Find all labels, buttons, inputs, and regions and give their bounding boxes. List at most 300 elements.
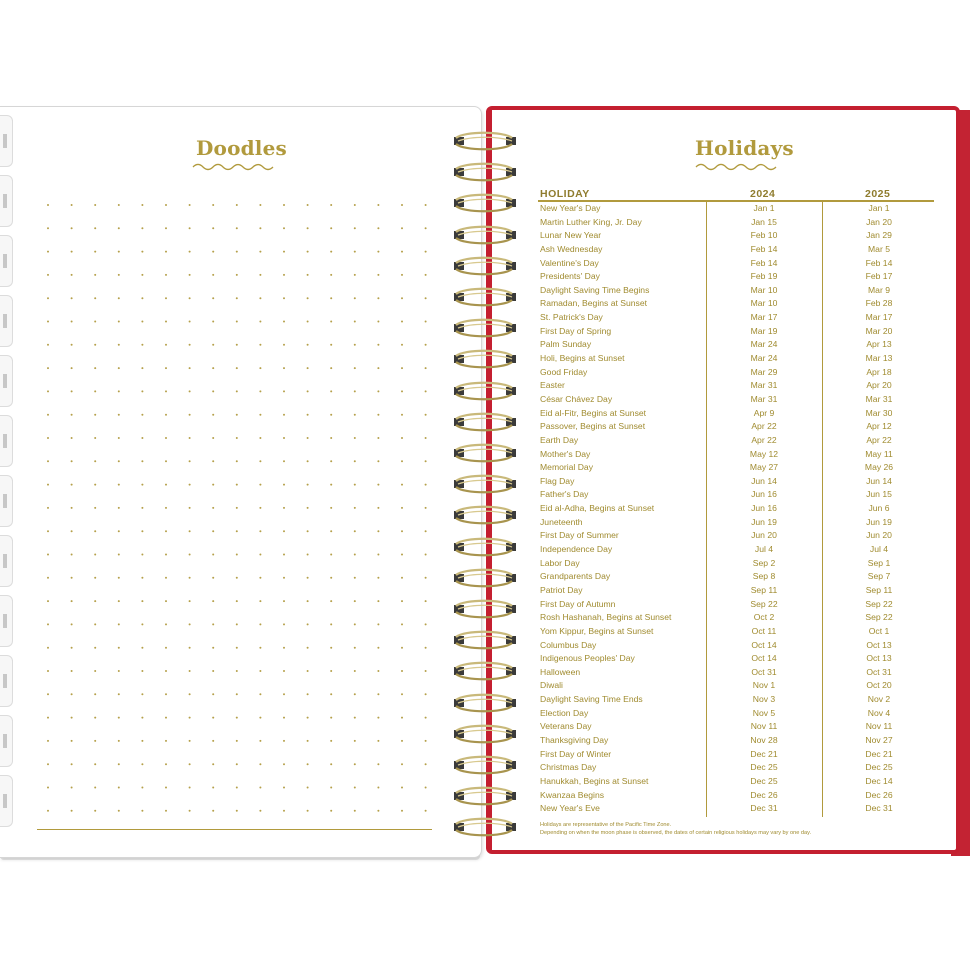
grid-dot bbox=[236, 530, 238, 532]
holiday-name: Kwanzaa Begins bbox=[540, 789, 605, 800]
grid-dot bbox=[47, 227, 49, 229]
grid-dot bbox=[377, 787, 379, 789]
grid-dot bbox=[259, 251, 261, 253]
grid-dot bbox=[401, 623, 403, 625]
grid-dot bbox=[94, 297, 96, 299]
month-tab[interactable] bbox=[0, 355, 13, 407]
month-tab-marker bbox=[3, 494, 7, 508]
grid-dot bbox=[47, 321, 49, 323]
holiday-name: Columbus Day bbox=[540, 639, 597, 650]
grid-dot bbox=[236, 693, 238, 695]
holiday-name: Indigenous Peoples' Day bbox=[540, 653, 635, 664]
grid-dot bbox=[307, 274, 309, 276]
holiday-row bbox=[540, 679, 934, 693]
holiday-date-2024: Sep 8 bbox=[752, 571, 776, 582]
grid-dot bbox=[189, 251, 191, 253]
grid-dot bbox=[212, 810, 214, 812]
grid-dot bbox=[189, 321, 191, 323]
grid-dot bbox=[165, 647, 167, 649]
month-tab[interactable] bbox=[0, 115, 13, 167]
grid-dot bbox=[71, 577, 73, 579]
grid-dot bbox=[118, 647, 120, 649]
grid-dot bbox=[165, 787, 167, 789]
holiday-date-2025: Sep 11 bbox=[865, 584, 893, 595]
grid-dot bbox=[141, 484, 143, 486]
grid-dot bbox=[236, 740, 238, 742]
grid-dot bbox=[236, 321, 238, 323]
grid-dot bbox=[259, 717, 261, 719]
grid-dot bbox=[212, 390, 214, 392]
grid-dot bbox=[212, 787, 214, 789]
grid-dot bbox=[283, 390, 285, 392]
grid-dot bbox=[71, 670, 73, 672]
holiday-date-2024: Jun 16 bbox=[751, 503, 777, 514]
holiday-row bbox=[540, 557, 934, 571]
grid-dot bbox=[354, 717, 356, 719]
holiday-date-2025: Mar 9 bbox=[868, 284, 890, 295]
month-tab[interactable] bbox=[0, 475, 13, 527]
spiral-coil bbox=[452, 567, 518, 589]
grid-dot bbox=[354, 251, 356, 253]
holiday-date-2025: Apr 13 bbox=[866, 339, 892, 350]
grid-dot bbox=[425, 554, 427, 556]
grid-dot bbox=[236, 344, 238, 346]
grid-dot bbox=[118, 204, 120, 206]
holiday-date-2024: Mar 10 bbox=[750, 284, 778, 295]
holiday-name: Ash Wednesday bbox=[540, 243, 603, 254]
holiday-date-2025: May 11 bbox=[865, 448, 893, 459]
grid-dot bbox=[236, 204, 238, 206]
grid-dot bbox=[212, 577, 214, 579]
grid-dot bbox=[377, 647, 379, 649]
grid-dot bbox=[354, 484, 356, 486]
grid-dot bbox=[71, 693, 73, 695]
holiday-date-2024: Jan 1 bbox=[753, 203, 775, 213]
holiday-row bbox=[540, 666, 934, 680]
month-tab-marker bbox=[3, 434, 7, 448]
grid-dot bbox=[354, 810, 356, 812]
holiday-row bbox=[540, 516, 934, 530]
grid-dot bbox=[307, 390, 309, 392]
grid-dot bbox=[118, 414, 120, 416]
grid-dot bbox=[330, 647, 332, 649]
holiday-date-2024: Mar 24 bbox=[750, 339, 778, 350]
holiday-name: First Day of Summer bbox=[540, 530, 619, 541]
holiday-row bbox=[540, 543, 934, 557]
grid-dot bbox=[189, 740, 191, 742]
spiral-coil bbox=[452, 130, 518, 152]
holiday-date-2024: Feb 14 bbox=[750, 257, 778, 268]
grid-dot bbox=[47, 367, 49, 369]
month-tab-marker bbox=[3, 614, 7, 628]
grid-dot bbox=[377, 554, 379, 556]
grid-dot bbox=[330, 530, 332, 532]
grid-dot bbox=[236, 763, 238, 765]
holiday-date-2024: Jul 4 bbox=[754, 544, 774, 555]
grid-dot bbox=[189, 437, 191, 439]
grid-dot bbox=[307, 787, 309, 789]
grid-dot bbox=[212, 460, 214, 462]
grid-dot bbox=[377, 530, 379, 532]
grid-dot bbox=[47, 740, 49, 742]
holiday-date-2025: Mar 20 bbox=[865, 325, 893, 336]
grid-dot bbox=[165, 600, 167, 602]
grid-dot bbox=[94, 717, 96, 719]
holiday-row bbox=[540, 243, 934, 257]
grid-dot bbox=[283, 414, 285, 416]
holiday-row bbox=[540, 352, 934, 366]
grid-dot bbox=[165, 693, 167, 695]
grid-dot bbox=[283, 251, 285, 253]
grid-dot bbox=[307, 717, 309, 719]
grid-dot bbox=[425, 740, 427, 742]
grid-dot bbox=[307, 227, 309, 229]
grid-dot bbox=[425, 763, 427, 765]
grid-dot bbox=[189, 693, 191, 695]
grid-dot bbox=[377, 297, 379, 299]
grid-dot bbox=[425, 251, 427, 253]
grid-dot bbox=[141, 414, 143, 416]
grid-dot bbox=[118, 367, 120, 369]
holiday-date-2025: Mar 31 bbox=[865, 393, 893, 404]
grid-dot bbox=[47, 204, 49, 206]
month-tab[interactable] bbox=[0, 595, 13, 647]
grid-dot bbox=[283, 577, 285, 579]
grid-dot bbox=[259, 600, 261, 602]
grid-dot bbox=[94, 647, 96, 649]
grid-dot bbox=[259, 484, 261, 486]
grid-dot bbox=[71, 297, 73, 299]
holiday-date-2025: Jun 6 bbox=[868, 503, 890, 514]
grid-dot bbox=[94, 554, 96, 556]
grid-dot bbox=[236, 577, 238, 579]
grid-dot bbox=[425, 344, 427, 346]
grid-dot bbox=[401, 437, 403, 439]
spiral-coil bbox=[452, 754, 518, 776]
month-tab[interactable] bbox=[0, 655, 13, 707]
grid-dot bbox=[165, 297, 167, 299]
grid-dot bbox=[377, 227, 379, 229]
grid-dot bbox=[259, 763, 261, 765]
grid-dot bbox=[425, 530, 427, 532]
grid-dot bbox=[307, 530, 309, 532]
holiday-date-2024: Feb 10 bbox=[750, 230, 778, 241]
grid-dot bbox=[401, 693, 403, 695]
holiday-date-2025: Jan 20 bbox=[866, 216, 892, 227]
grid-dot bbox=[283, 530, 285, 532]
grid-dot bbox=[307, 484, 309, 486]
grid-dot bbox=[259, 693, 261, 695]
holiday-date-2024: Apr 9 bbox=[753, 407, 775, 418]
holiday-date-2025: Jan 1 bbox=[868, 203, 890, 213]
holiday-date-2025: Feb 17 bbox=[865, 271, 893, 282]
grid-dot bbox=[330, 670, 332, 672]
holiday-date-2025: Mar 17 bbox=[865, 312, 893, 323]
grid-dot bbox=[354, 414, 356, 416]
spiral-coil bbox=[452, 192, 518, 214]
grid-dot bbox=[354, 297, 356, 299]
holiday-name: Grandparents Day bbox=[540, 571, 611, 582]
holiday-name: Father's Day bbox=[540, 489, 589, 500]
grid-dot bbox=[47, 390, 49, 392]
month-tab[interactable] bbox=[0, 295, 13, 347]
grid-dot bbox=[94, 367, 96, 369]
grid-dot bbox=[47, 274, 49, 276]
grid-dot bbox=[330, 577, 332, 579]
holiday-name: First Day of Winter bbox=[540, 748, 612, 759]
holiday-row bbox=[540, 338, 934, 352]
grid-dot bbox=[401, 227, 403, 229]
grid-dot bbox=[330, 717, 332, 719]
grid-dot bbox=[330, 344, 332, 346]
grid-dot bbox=[330, 460, 332, 462]
grid-dot bbox=[212, 740, 214, 742]
grid-dot bbox=[354, 577, 356, 579]
grid-dot bbox=[141, 530, 143, 532]
holiday-name: Ramadan, Begins at Sunset bbox=[540, 298, 648, 309]
holiday-row bbox=[540, 488, 934, 502]
grid-dot bbox=[47, 437, 49, 439]
month-tab[interactable] bbox=[0, 775, 13, 827]
grid-dot bbox=[94, 227, 96, 229]
holiday-name: Presidents' Day bbox=[540, 271, 600, 282]
month-tab-marker bbox=[3, 194, 7, 208]
grid-dot bbox=[307, 437, 309, 439]
grid-dot bbox=[377, 274, 379, 276]
spiral-coil bbox=[452, 660, 518, 682]
grid-dot bbox=[189, 577, 191, 579]
holiday-date-2024: Jun 16 bbox=[751, 489, 777, 500]
grid-dot bbox=[94, 577, 96, 579]
holiday-date-2025: Jun 20 bbox=[866, 530, 892, 541]
holiday-date-2024: Dec 21 bbox=[750, 748, 778, 759]
grid-dot bbox=[94, 810, 96, 812]
month-tab-marker bbox=[3, 554, 7, 568]
month-tab[interactable] bbox=[0, 535, 13, 587]
spiral-coil bbox=[452, 348, 518, 370]
holiday-date-2024: Oct 31 bbox=[751, 666, 777, 677]
holidays-table bbox=[540, 202, 934, 816]
grid-dot bbox=[259, 507, 261, 509]
month-tab[interactable] bbox=[0, 715, 13, 767]
monthly-tabs bbox=[0, 115, 14, 855]
grid-dot bbox=[118, 251, 120, 253]
grid-dot bbox=[401, 763, 403, 765]
grid-dot bbox=[71, 740, 73, 742]
holiday-name: Memorial Day bbox=[540, 462, 594, 473]
grid-dot bbox=[189, 414, 191, 416]
grid-dot bbox=[118, 787, 120, 789]
grid-dot bbox=[189, 717, 191, 719]
grid-dot bbox=[189, 554, 191, 556]
holiday-name: New Year's Eve bbox=[540, 803, 600, 814]
holiday-name: St. Patrick's Day bbox=[540, 312, 603, 323]
holiday-date-2025: Jul 4 bbox=[869, 544, 889, 555]
grid-dot bbox=[283, 274, 285, 276]
holiday-name: Passover, Begins at Sunset bbox=[540, 421, 646, 432]
month-tab[interactable] bbox=[0, 235, 13, 287]
spiral-coil bbox=[452, 255, 518, 277]
grid-dot bbox=[165, 577, 167, 579]
spiral-coil bbox=[452, 692, 518, 714]
grid-dot bbox=[71, 321, 73, 323]
holiday-row bbox=[540, 748, 934, 762]
holiday-name: Good Friday bbox=[540, 366, 588, 377]
grid-dot bbox=[118, 344, 120, 346]
grid-dot bbox=[259, 390, 261, 392]
holiday-name: Easter bbox=[540, 380, 565, 391]
grid-dot bbox=[354, 670, 356, 672]
holiday-date-2024: Feb 14 bbox=[750, 243, 778, 254]
grid-dot bbox=[377, 344, 379, 346]
holiday-row bbox=[540, 734, 934, 748]
holiday-date-2025: Oct 20 bbox=[866, 680, 892, 691]
holiday-name: Election Day bbox=[540, 707, 589, 718]
holiday-row bbox=[540, 625, 934, 639]
grid-dot bbox=[401, 251, 403, 253]
holiday-date-2025: Nov 11 bbox=[865, 721, 893, 732]
grid-dot bbox=[189, 507, 191, 509]
grid-dot bbox=[94, 693, 96, 695]
holiday-name: Hanukkah, Begins at Sunset bbox=[540, 775, 649, 786]
grid-dot bbox=[354, 274, 356, 276]
holiday-date-2024: Nov 11 bbox=[750, 721, 778, 732]
grid-dot bbox=[307, 367, 309, 369]
grid-dot bbox=[212, 763, 214, 765]
grid-dot bbox=[425, 693, 427, 695]
grid-dot bbox=[165, 670, 167, 672]
grid-dot bbox=[118, 740, 120, 742]
grid-dot bbox=[141, 321, 143, 323]
grid-dot bbox=[212, 507, 214, 509]
grid-dot bbox=[94, 414, 96, 416]
grid-dot bbox=[47, 600, 49, 602]
grid-dot bbox=[141, 227, 143, 229]
holiday-row bbox=[540, 229, 934, 243]
grid-dot bbox=[71, 414, 73, 416]
spiral-binding bbox=[452, 130, 518, 845]
holiday-name: Palm Sunday bbox=[540, 339, 592, 350]
holiday-row bbox=[540, 407, 934, 421]
grid-dot bbox=[354, 693, 356, 695]
month-tab[interactable] bbox=[0, 415, 13, 467]
grid-dot bbox=[47, 787, 49, 789]
grid-dot bbox=[330, 763, 332, 765]
grid-dot bbox=[71, 344, 73, 346]
grid-dot bbox=[47, 623, 49, 625]
grid-dot bbox=[189, 227, 191, 229]
footnote-moon-phase: Depending on when the moon phase is observed, the dates of certain religious holidays may vary by one day. bbox=[540, 830, 812, 836]
grid-dot bbox=[236, 274, 238, 276]
holiday-row bbox=[540, 284, 934, 298]
grid-dot bbox=[141, 437, 143, 439]
spiral-coil bbox=[452, 629, 518, 651]
grid-dot bbox=[425, 647, 427, 649]
holiday-name: New Year's Day bbox=[540, 203, 601, 213]
grid-dot bbox=[94, 507, 96, 509]
month-tab[interactable] bbox=[0, 175, 13, 227]
grid-dot bbox=[71, 274, 73, 276]
grid-dot bbox=[47, 717, 49, 719]
holiday-row bbox=[540, 761, 934, 775]
holiday-date-2025: Nov 4 bbox=[867, 707, 891, 718]
grid-dot bbox=[141, 623, 143, 625]
grid-dot bbox=[354, 460, 356, 462]
grid-dot bbox=[307, 554, 309, 556]
grid-dot bbox=[236, 437, 238, 439]
grid-dot bbox=[259, 414, 261, 416]
grid-dot bbox=[236, 484, 238, 486]
grid-dot bbox=[283, 204, 285, 206]
grid-dot bbox=[401, 787, 403, 789]
holiday-date-2024: Oct 11 bbox=[751, 625, 777, 636]
grid-dot bbox=[165, 484, 167, 486]
spiral-coil bbox=[452, 411, 518, 433]
holiday-row bbox=[540, 720, 934, 734]
grid-dot bbox=[189, 600, 191, 602]
grid-dot bbox=[94, 740, 96, 742]
grid-dot bbox=[307, 693, 309, 695]
grid-dot bbox=[118, 297, 120, 299]
grid-dot bbox=[401, 367, 403, 369]
grid-dot bbox=[71, 554, 73, 556]
grid-dot bbox=[354, 507, 356, 509]
grid-dot bbox=[71, 204, 73, 206]
grid-dot bbox=[141, 810, 143, 812]
grid-dot bbox=[307, 507, 309, 509]
grid-dot bbox=[283, 670, 285, 672]
holiday-name: Yom Kippur, Begins at Sunset bbox=[540, 625, 654, 636]
grid-dot bbox=[212, 204, 214, 206]
grid-dot bbox=[283, 367, 285, 369]
holiday-row bbox=[540, 611, 934, 625]
holiday-date-2025: Apr 20 bbox=[866, 380, 892, 391]
grid-dot bbox=[330, 437, 332, 439]
holidays-title: Holidays bbox=[695, 136, 794, 160]
grid-dot bbox=[141, 787, 143, 789]
holiday-date-2024: Mar 19 bbox=[750, 325, 778, 336]
spiral-coil bbox=[452, 473, 518, 495]
grid-dot bbox=[401, 460, 403, 462]
grid-dot bbox=[118, 670, 120, 672]
grid-dot bbox=[47, 693, 49, 695]
holiday-name: Earth Day bbox=[540, 434, 579, 445]
holiday-date-2025: Oct 13 bbox=[866, 639, 892, 650]
grid-dot bbox=[165, 437, 167, 439]
grid-dot bbox=[118, 227, 120, 229]
spiral-coil bbox=[452, 785, 518, 807]
grid-dot bbox=[425, 390, 427, 392]
spiral-coil bbox=[452, 161, 518, 183]
grid-dot bbox=[118, 554, 120, 556]
grid-dot bbox=[94, 344, 96, 346]
holiday-date-2024: Dec 25 bbox=[750, 775, 778, 786]
holiday-date-2025: May 26 bbox=[864, 462, 894, 473]
grid-dot bbox=[94, 763, 96, 765]
grid-dot bbox=[354, 740, 356, 742]
grid-dot bbox=[71, 484, 73, 486]
holiday-date-2025: Feb 28 bbox=[865, 298, 893, 309]
grid-dot bbox=[307, 251, 309, 253]
grid-dot bbox=[259, 367, 261, 369]
grid-dot bbox=[212, 530, 214, 532]
grid-dot bbox=[94, 623, 96, 625]
grid-dot bbox=[189, 530, 191, 532]
grid-dot bbox=[47, 530, 49, 532]
grid-dot bbox=[141, 390, 143, 392]
grid-dot bbox=[330, 367, 332, 369]
grid-dot bbox=[377, 740, 379, 742]
